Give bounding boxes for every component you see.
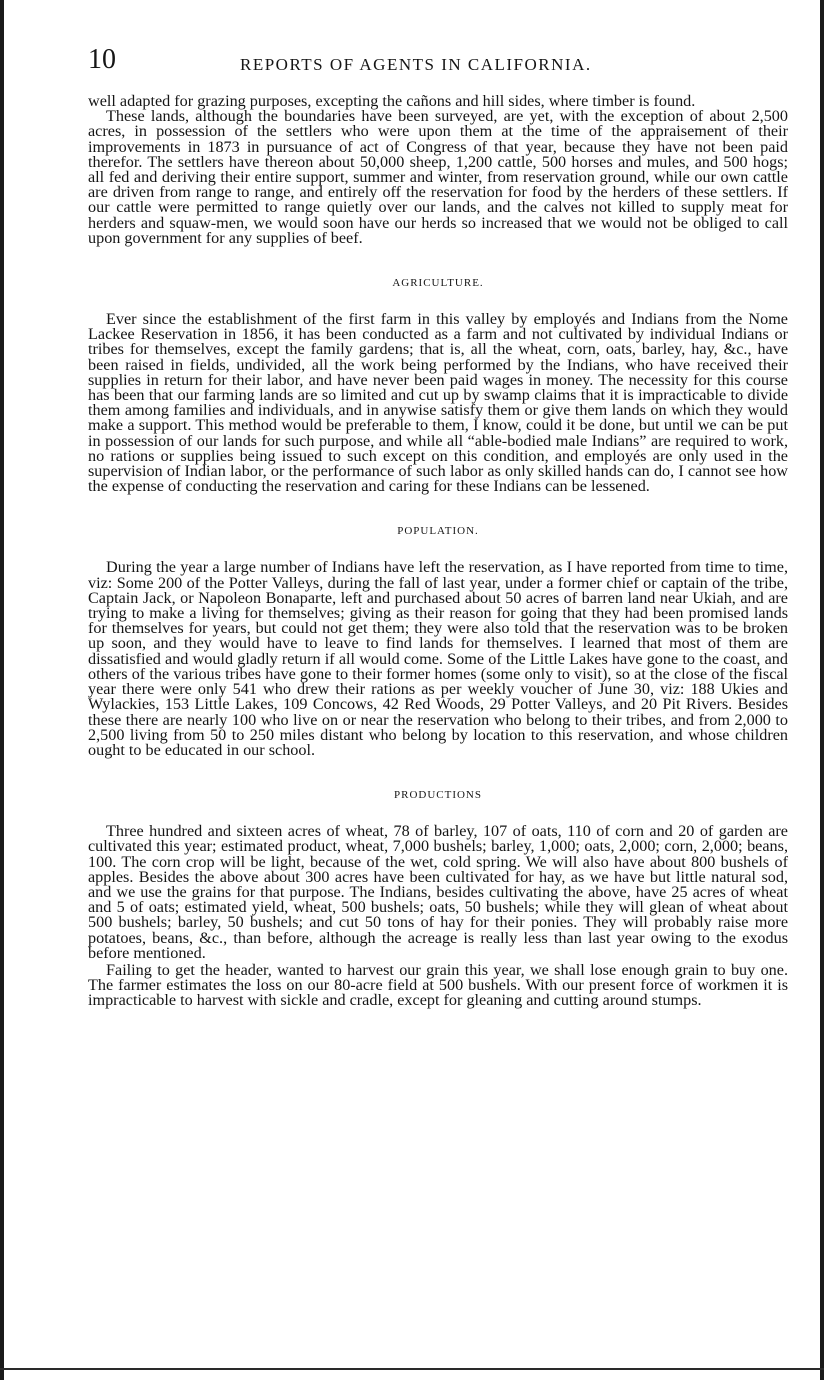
page-number: 10 bbox=[88, 44, 116, 75]
productions-heading: PRODUCTIONS bbox=[393, 789, 482, 802]
body-text bbox=[88, 94, 788, 1009]
population-heading: POPULATION. bbox=[397, 525, 479, 538]
page-bottom-edge bbox=[0, 1368, 824, 1370]
agriculture-heading: AGRICULTURE. bbox=[392, 277, 484, 290]
agriculture-paragraph: Ever since the establishment of the first farm in this valley by employés and Indians from the Nome Lackee Reservation in 1856, it has been conducted as a farm and not cultivated by individual Indians or tribes for themselves, except the family gardens; that is, all the wheat, corn, oats, barley, hay, &c., have been raised in fields, undivided, all the work being performed by the Indians, who have received their supplies in return for their labor, and have never been paid wages in money. The necessity for this course has been that our farming lands are so limited and cut up by swamp claims that it is impracticable to divide them among families and individuals, and in anywise satisfy them or give them lands on which they would make a support. This method would be preferable to them, I know, could it be done, but until we can be put in possession of our lands for such purpose, and while all “able-bodied male Indians” are required to work, no rations or supplies being issued to such except on this condition, and employés are only used in the supervision of Indian labor, or the performance of such labor as only skilled hands can do, I cannot see how the expense of conducting the reservation and caring for these Indians can be lessened. bbox=[88, 310, 788, 496]
productions-paragraph-1: Three hundred and sixteen acres of wheat, 78 of barley, 107 of oats, 110 of corn and 20 of garden are cultivated this year; estimated product, wheat, 7,000 bushels; barley, 1,000; oats, 2,000; corn, 2,000; beans, 100. The corn crop will be light, because of the wet, cold spring. We will also have about 800 bushels of apples. Besides the above about 300 acres have been cultivated for hay, as we have but little natural sod, and we use the grains for that purpose. The Indians, besides cultivating the above, have 25 acres of wheat and 5 of oats; estimated yield, wheat, 500 bushels; oats, 50 bushels; while they will glean of wheat about 500 bushels; barley, 50 bushels; and cut 50 tons of hay for their ponies. They will probably raise more potatoes, beans, &c., than before, although the acreage is really less than last year owing to the exodus before mentioned. bbox=[88, 822, 788, 962]
productions-paragraph-2: Failing to get the header, wanted to harvest our grain this year, we shall lose enough grain to buy one. The farmer estimates the loss on our 80-acre field at 500 bushels. With our present force of workmen it is impracticable to harvest with sickle and cradle, except for gleaning and cutting around stumps. bbox=[88, 960, 788, 1010]
intro-paragraph-1: well adapted for grazing purposes, excepting the cañons and hill sides, where timber is found. bbox=[88, 92, 696, 110]
intro-paragraph-2: These lands, although the boundaries have been surveyed, are yet, with the exception of about 2,500 acres, in possession of the settlers who were upon them at the time of the appraisement of their improvements in 1873 in pursuance of act of Congress of that year, because they have not been paid therefor. The settlers have thereon about 50,000 sheep, 1,200 cattle, 500 horses and mules, and 500 hogs; all fed and deriving their entire support, summer and winter, from reservation ground, while our own cattle are driven from range to range, and entirely off the reservation for food by the herders of these settlers. If our cattle were permitted to range quietly over our lands, and the calves not killed to supply meat for herders and squaw-men, we would soon have our herds so increased that we would not be obliged to call upon government for any supplies of beef. bbox=[88, 107, 788, 247]
page-right-edge bbox=[820, 0, 824, 1380]
running-head: REPORTS OF AGENTS IN CALIFORNIA. bbox=[240, 55, 592, 74]
page-left-edge bbox=[0, 0, 4, 1380]
population-paragraph: During the year a large number of Indians have left the reservation, as I have reported from time to time, viz: Some 200 of the Potter Valleys, during the fall of last year, under a former chief or captain of the tribe, Captain Jack, or Napoleon Bonaparte, left and purchased about 50 acres of barren land near Ukiah, and are trying to make a living for themselves; giving as their reason for going that they had been promised lands for themselves for years, but could not get them; they were also told that the reservation was to be broken up soon, and they would have to leave to find lands for themselves. I learned that most of them are dissatisfied and would gladly return if all would come. Some of the Little Lakes have gone to the coast, and others of the various tribes have gone to their former homes (some only to visit), so at the close of the fiscal year there were only 541 who drew their rations as per weekly voucher of June 30, viz: 188 Ukies and Wylackies, 153 Little Lakes, 109 Concows, 42 Red Woods, 29 Potter Valleys, and 20 Pit Rivers. Besides these there are nearly 100 who live on or near the reservation who belong to their tribes, and from 2,000 to 2,500 living from 50 to 250 miles distant who belong by location to this reservation, and whose children ought to be educated in our school. bbox=[88, 558, 788, 759]
page-header bbox=[88, 44, 788, 80]
